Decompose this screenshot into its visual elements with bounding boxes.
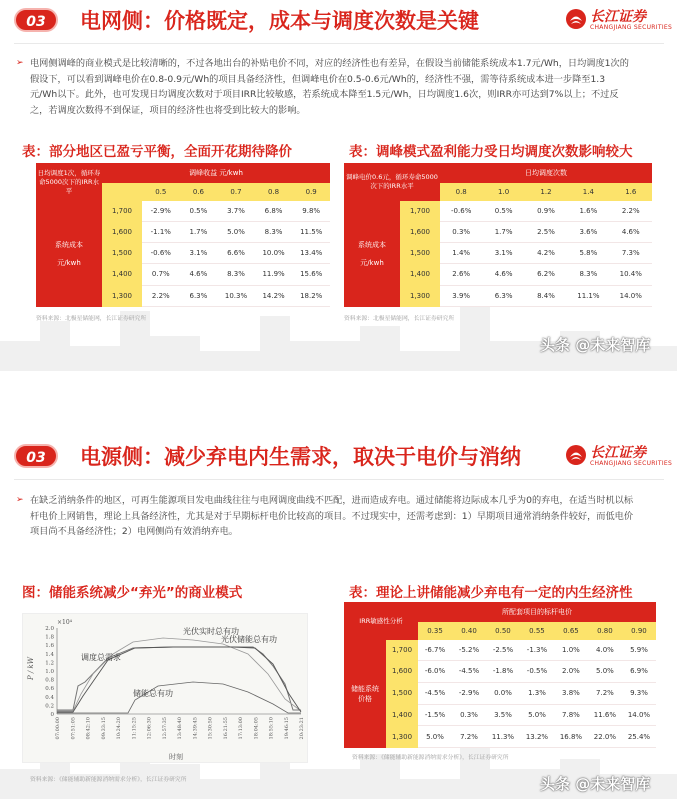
col-header: 0.80: [588, 622, 622, 640]
col-header: 0.55: [520, 622, 554, 640]
x-axis-ticks: [55, 717, 305, 739]
curtailment-chart: [22, 613, 308, 763]
y-tick-label: 1.6: [45, 643, 54, 650]
header-divider: [14, 479, 664, 480]
label-pv-storage: 光伏储能总有功: [221, 635, 277, 644]
y-tick-label: 1.2: [45, 660, 54, 667]
col-group-header: 日均调度次数: [440, 163, 652, 183]
slide-gap: [0, 371, 677, 430]
table-row: 系统成本 元/kwh 1,700 -2.9% 0.5% 3.7% 6.8% 9.8%: [36, 201, 330, 221]
table-row: 1,600 0.3% 1.7% 2.5% 3.6% 4.6%: [344, 221, 652, 242]
x-tick-label: 11:15:25: [131, 717, 138, 740]
table-row: 系统成本 元/kwh 1,700 -0.6% 0.5% 0.9% 1.6% 2.2%: [344, 201, 652, 221]
col-header: 0.50: [486, 622, 520, 640]
x-tick-label: 17:13:00: [238, 717, 244, 740]
section-badge: 03: [14, 8, 58, 32]
curtailment-irr-table: [344, 602, 656, 748]
x-tick-label: 08:42:10: [85, 717, 92, 740]
logo-mark-icon: [565, 444, 587, 466]
col-group-header: 调峰收益 元/kwh: [102, 163, 330, 183]
y-tick-label: 1.4: [45, 651, 54, 658]
x-tick-label: 15:30:50: [207, 717, 214, 740]
x-tick-label: 09:33:15: [100, 717, 107, 740]
x-tick-label: 07:51:05: [70, 717, 77, 740]
right-table-title: 表：调峰模式盈利能力受日均调度次数影响较大: [349, 144, 633, 160]
table-row: 1,400 2.6% 4.6% 6.2% 8.3% 10.4%: [344, 264, 652, 285]
table-row: 1,300 5.0% 7.2% 11.3% 13.2% 16.8% 22.0% 25.4%: [344, 726, 656, 748]
logo-subtext: CHANGJIANG SECURITIES: [590, 24, 673, 31]
table-row: 1,600 -1.1% 1.7% 5.0% 8.3% 11.5%: [36, 221, 330, 242]
right-irr-table: [344, 163, 652, 307]
col-header: 0.40: [452, 622, 486, 640]
right-table-source: 资料来源：北极星储能网，长江证券研究所: [344, 316, 455, 322]
y-tick-label: 1.0: [45, 669, 54, 675]
slide-title: 电源侧：减少弃电内生需求，取决于电价与消纳: [80, 445, 521, 469]
x-tick-label: 14:39:45: [192, 717, 199, 740]
series-storage: [57, 682, 301, 713]
col-group-header: 所配套项目的标杆电价: [418, 602, 656, 622]
y-tick-label: 0.8: [45, 677, 54, 684]
section-badge: 03: [14, 444, 58, 468]
table-source: 资料来源：《储能辅助新能源消纳需求分析》，长江证券研究所: [352, 755, 509, 761]
x-tick-label: 07:00:00: [55, 717, 61, 740]
col-header: 1.6: [610, 183, 652, 201]
body-paragraph: [16, 493, 640, 540]
y-axis-label: P / kW: [27, 657, 35, 680]
table-row: 1,600 -6.0% -4.5% -1.8% -0.5% 2.0% 5.0% 6.9%: [344, 661, 656, 683]
table-row: 1,300 3.9% 6.3% 8.4% 11.1% 14.0%: [344, 285, 652, 306]
x-tick-label: 10:24:20: [116, 717, 122, 740]
body-paragraph: [16, 56, 630, 118]
col-header: 0.8: [255, 183, 293, 201]
table-row: 1,400 0.7% 4.6% 8.3% 11.9% 15.6%: [36, 264, 330, 285]
x-tick-label: 19:46:15: [283, 717, 290, 740]
x-tick-label: 20:23:21: [299, 717, 305, 740]
row-group-header: 系统成本 元/kwh: [344, 201, 400, 307]
table-row: 1,500 -0.6% 3.1% 6.6% 10.0% 13.4%: [36, 242, 330, 263]
table-corner: 调峰电价0.6元，循环寿命5000次下的IRR水平: [344, 163, 440, 201]
table-corner: 日均调度1次，循环寿命5000次下的IRR水平: [36, 163, 102, 201]
chart-title: 图：储能系统减少“弃光”的商业模式: [22, 585, 243, 601]
left-table-title: 表：部分地区已盈亏平衡，全面开花期待降价: [22, 144, 292, 160]
header-divider: [14, 43, 664, 44]
left-irr-table: [36, 163, 330, 307]
logo-text: 长江证券: [590, 9, 646, 25]
x-tick-label: 16:21:55: [222, 717, 229, 740]
y-axis-ticks: [45, 626, 54, 718]
x-tick-label: 12:06:30: [146, 717, 153, 740]
col-header: 1.0: [482, 183, 524, 201]
slide-source-side: [0, 430, 677, 799]
col-header: 0.90: [622, 622, 656, 640]
y-tick-label: 1.8: [45, 634, 54, 641]
x-tick-label: 13:48:40: [177, 717, 183, 740]
bullet-arrow-icon: ➢: [16, 58, 24, 68]
chart-svg: [23, 614, 309, 764]
x-tick-label: 18:04:05: [253, 717, 260, 740]
col-header: 0.7: [217, 183, 255, 201]
slide-title: 电网侧：价格既定，成本与调度次数是关键: [80, 9, 479, 33]
col-header: 0.35: [418, 622, 452, 640]
logo-text: 长江证券: [590, 445, 646, 461]
label-pv-realtime: 光伏实时总有功: [183, 627, 239, 636]
left-table-source: 资料来源：北极星储能网，长江证券研究所: [36, 316, 147, 322]
slide-grid-side: [0, 0, 677, 371]
col-header: 1.2: [525, 183, 567, 201]
table-title: 表：理论上讲储能减少弃电有一定的内生经济性: [349, 585, 633, 601]
row-group-header: 系统成本 元/kwh: [36, 201, 102, 307]
chart-source: 资料来源：《储能辅助新能源消纳需求分析》，长江证券研究所: [30, 777, 187, 783]
watermark: 头条 @未来智库: [540, 775, 651, 793]
bullet-arrow-icon: ➢: [16, 495, 24, 505]
paragraph-text: 电网侧调峰的商业模式是比较清晰的，不过各地出台的补贴电价不同，对应的经济性也有差异，在假设当前储能系统成本1.7元/Wh，日均调度1次的假设下，可以看到调峰电价在0.8-0.9元/Wh的项目具备经济性，但调峰电价在0.5-0.6元/Wh的，经济性不强，需等待系统成本进一步降至1.3元/Wh以下。此外，也可发现日均调度次数对于项目IRR比较敏感，若系统成本降至1.5元/Wh，日均调度1.6次，则IRR亦可达到7%以上；不过反之，若调度次数得不到保证，项目的经济性也将受到比较大的影响。: [30, 58, 629, 116]
table-row: 1,300 2.2% 6.3% 10.3% 14.2% 18.2%: [36, 285, 330, 306]
col-header: 0.65: [554, 622, 588, 640]
watermark: 头条 @未来智库: [540, 336, 651, 354]
paragraph-text: 在缺乏消纳条件的地区，可再生能源项目发电曲线往往与电网调度曲线不匹配，进而造成弃电。通过储能将边际成本几乎为0的弃电，在适当时机以标杆电价上网销售，理论上具备经济性，尤其是对于早期标杆电价比较高的项目。不过现实中，还需考虑到：1）早期项目通常消纳条件较好，而低电价项目尚不具备经济性；2）电网侧尚有效消纳弃电。: [30, 495, 634, 537]
table-row: 1,500 -4.5% -2.9% 0.0% 1.3% 3.8% 7.2% 9.3%: [344, 682, 656, 704]
col-header: 1.4: [567, 183, 609, 201]
row-group-header: 储能系统 价格: [344, 640, 386, 748]
table-corner: IRR敏感性分析: [344, 602, 418, 640]
col-header: 0.8: [440, 183, 482, 201]
y-tick-label: 0.4: [45, 694, 54, 701]
y-tick-label: 0: [50, 712, 54, 718]
label-demand: 调度总需求: [81, 653, 121, 662]
table-row: 储能系统 价格 1,700 -6.7% -5.2% -2.5% -1.3% 1.0% 4.0% 5.9%: [344, 640, 656, 661]
x-tick-label: 12:57:35: [161, 717, 168, 740]
table-row: 1,500 1.4% 3.1% 4.2% 5.8% 7.3%: [344, 242, 652, 263]
col-header: 0.9: [292, 183, 330, 201]
y-tick-label: 2.0: [45, 626, 54, 632]
col-header: 0.6: [180, 183, 218, 201]
company-logo: [565, 442, 673, 470]
x-tick-label: 18:55:10: [268, 717, 275, 740]
y-tick-label: 0.6: [45, 686, 54, 693]
x-axis-label: 时刻: [169, 753, 183, 761]
y-axis-exponent: ×10⁴: [57, 619, 73, 626]
y-tick-label: 0.2: [45, 703, 54, 710]
company-logo: [565, 6, 673, 34]
slide-header: [0, 436, 677, 476]
logo-mark-icon: [565, 8, 587, 30]
slide-header: [0, 0, 677, 40]
label-storage: 储能总有功: [133, 689, 173, 698]
logo-subtext: CHANGJIANG SECURITIES: [590, 460, 673, 467]
col-header: 0.5: [142, 183, 180, 201]
table-row: 1,400 -1.5% 0.3% 3.5% 5.0% 7.8% 11.6% 14.0%: [344, 704, 656, 726]
